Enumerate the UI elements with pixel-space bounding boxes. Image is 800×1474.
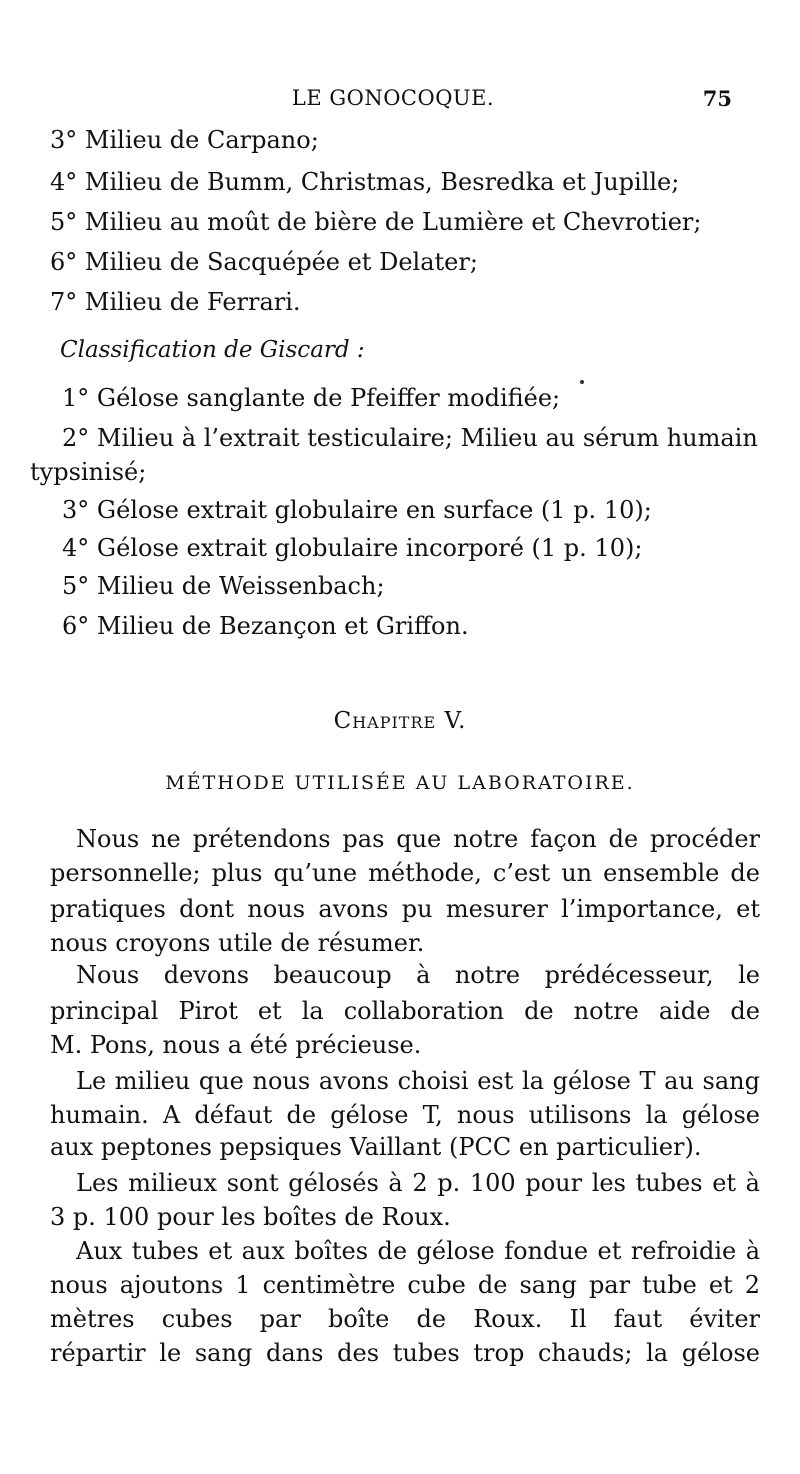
- list-item: 5° Milieu de Weissenbach;: [62, 572, 385, 600]
- list-item-continuation: typsinisé;: [30, 458, 147, 486]
- body-line: Les milieux sont gélosés à 2 p. 100 pour les tubes et à: [76, 1169, 760, 1197]
- list-item: 4° Gélose extrait globulaire incorporé (1 p. 10);: [62, 534, 643, 562]
- ink-speck: [580, 380, 584, 384]
- body-line: pratiques dont nous avons pu mesurer l’importance, et: [50, 895, 760, 923]
- classification-heading: Classification de Giscard :: [60, 337, 365, 363]
- running-title: LE GONOCOQUE.: [291, 86, 495, 110]
- body-line: humain. A défaut de gélose T, nous utilisons la gélose: [50, 1101, 760, 1129]
- body-line: principal Pirot et la collaboration de notre aide de: [50, 997, 760, 1025]
- body-line: nous croyons utile de résumer.: [50, 929, 425, 957]
- body-line: personnelle; plus qu’une méthode, c’est un ensemble de: [50, 859, 760, 887]
- chapter-title: MÉTHODE UTILISÉE AU LABORATOIRE.: [165, 772, 635, 794]
- page-number: 75: [702, 86, 732, 111]
- list-item: 7° Milieu de Ferrari.: [50, 288, 301, 316]
- body-line: mètres cubes par boîte de Roux. Il faut éviter: [50, 1305, 760, 1333]
- body-line: Nous devons beaucoup à notre prédécesseur, le: [76, 961, 760, 989]
- running-head: [48, 84, 732, 116]
- body-line: répartir le sang dans des tubes trop chauds; la gélose: [50, 1339, 760, 1367]
- list-item: 2° Milieu à l’extrait testiculaire; Milieu au sérum humain: [62, 424, 758, 452]
- body-line: Nous ne prétendons pas que notre façon de procéder: [76, 825, 760, 853]
- body-line: Le milieu que nous avons choisi est la gélose T au sang: [76, 1067, 760, 1095]
- list-item: 6° Milieu de Bezançon et Griffon.: [62, 612, 469, 640]
- body-line: 3 p. 100 pour les boîtes de Roux.: [50, 1203, 451, 1231]
- body-line: aux peptones pepsiques Vaillant (PCC en particulier).: [50, 1133, 702, 1161]
- body-line: Aux tubes et aux boîtes de gélose fondue et refroidie à: [76, 1237, 760, 1265]
- list-item: 4° Milieu de Bumm, Christmas, Besredka et Jupille;: [50, 168, 680, 196]
- body-line: M. Pons, nous a été précieuse.: [50, 1031, 422, 1059]
- list-item: 5° Milieu au moût de bière de Lumière et Chevrotier;: [50, 208, 702, 236]
- list-item: 1° Gélose sanglante de Pfeiffer modifiée;: [62, 384, 561, 412]
- list-item: 6° Milieu de Sacquépée et Delater;: [50, 248, 478, 276]
- chapter-number: Chapitre V.: [333, 708, 467, 734]
- list-item: 3° Gélose extrait globulaire en surface (1 p. 10);: [62, 496, 652, 524]
- list-item: 3° Milieu de Carpano;: [50, 126, 319, 154]
- body-line: nous ajoutons 1 centimètre cube de sang par tube et 2: [50, 1271, 760, 1299]
